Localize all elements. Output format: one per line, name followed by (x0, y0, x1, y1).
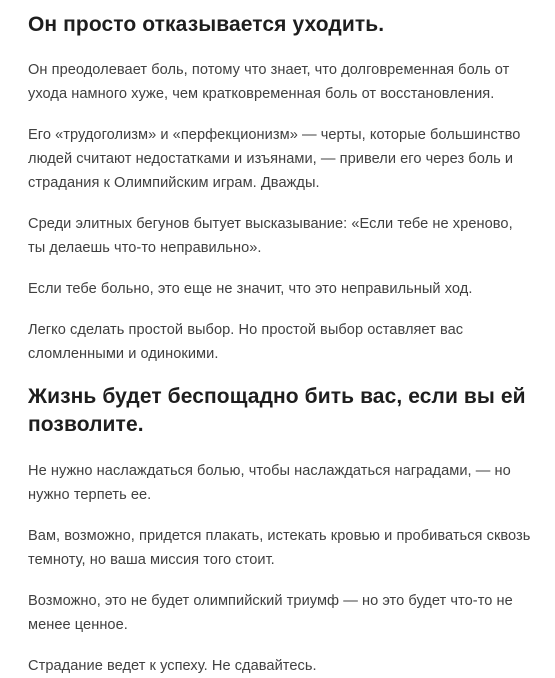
paragraph: Он преодолевает боль, потому что знает, что долговременная боль от ухода намного хуже, чем кратковременная боль от восстановления. (28, 62, 510, 102)
paragraph: Возможно, это не будет олимпийский триумф — но это будет что-то не менее ценное. (28, 593, 513, 633)
section-heading: Он просто отказывается уходить. (28, 13, 385, 36)
paragraph: Если тебе больно, это еще не значит, что это неправильный ход. (28, 281, 473, 297)
paragraph: Его «трудоголизм» и «перфекционизм» — черты, которые большинство людей считают недостатками и изъянами, — привели его через боль и страдания к Олимпийским играм. Дважды. (28, 127, 521, 191)
paragraph: Вам, возможно, придется плакать, истекать кровью и пробиваться сквозь темноту, но ваша миссия того стоит. (28, 528, 531, 568)
section-heading: Жизнь будет беспощадно бить вас, если вы ей позволите. (28, 385, 526, 436)
paragraph: Страдание ведет к успеху. Не сдавайтесь. (28, 658, 317, 674)
paragraph: Не нужно наслаждаться болью, чтобы наслаждаться наградами, — но нужно терпеть ее. (28, 463, 511, 503)
paragraph: Среди элитных бегунов бытует высказывание: «Если тебе не хреново, ты делаешь что-то неправильно». (28, 216, 513, 256)
paragraph: Легко сделать простой выбор. Но простой выбор оставляет вас сломленными и одинокими. (28, 322, 464, 362)
